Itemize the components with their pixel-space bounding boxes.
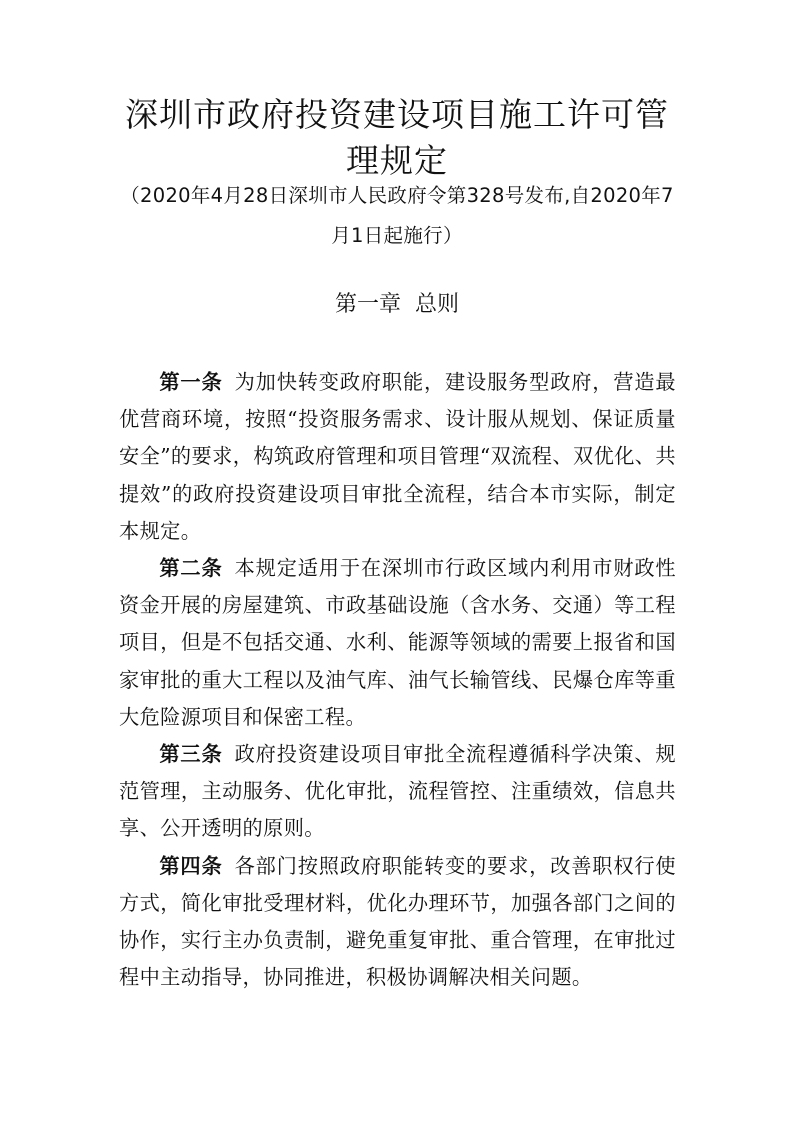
chapter-heading: 第一章 总则 <box>335 292 459 317</box>
article-3 <box>119 736 676 848</box>
article-text: 为加快转变政府职能，建设服务型政府，营造最优营商环境，按照“投资服务需求、设计服从规划、保证质量安全”的要求，构筑政府管理和项目管理“双流程、双优化、共提效”的政府投资建设项目审批全流程，结合本市实际，制定本规定。 <box>119 370 677 543</box>
article-text: 本规定适用于在深圳市行政区域内利用市财政性资金开展的房屋建筑、市政基础设施（含水务、交通）等工程项目，但是不包括交通、水利、能源等领域的需要上报省和国家审批的重大工程以及油气库、油气长输管线、民爆仓库等重大危险源项目和保密工程。 <box>119 556 677 729</box>
article-label: 第一条 <box>159 370 223 394</box>
document-body <box>119 364 676 996</box>
article-2 <box>119 550 676 736</box>
article-1 <box>119 364 676 550</box>
article-label: 第二条 <box>159 556 223 581</box>
document-title: 深圳市政府投资建设项目施工许可管理规定 <box>125 95 669 180</box>
article-text: 各部门按照政府职能转变的要求，改善职权行使方式，简化审批受理材料，优化办理环节，加强各部门之间的协作，实行主办负责制，避免重复审批、重合管理，在审批过程中主动指导，协同推进，积极协调解决相关问题。 <box>119 853 677 990</box>
article-label: 第三条 <box>159 742 223 767</box>
article-text: 政府投资建设项目审批全流程遵循科学决策、规范管理，主动服务、优化审批，流程管控、注重绩效，信息共享、公开透明的原则。 <box>119 742 677 841</box>
article-label: 第四条 <box>159 853 223 878</box>
article-4 <box>119 848 676 997</box>
document-subtitle: （2020年4月28日深圳市人民政府令第328号发布,自2020年7月1日起施行） <box>120 184 674 247</box>
